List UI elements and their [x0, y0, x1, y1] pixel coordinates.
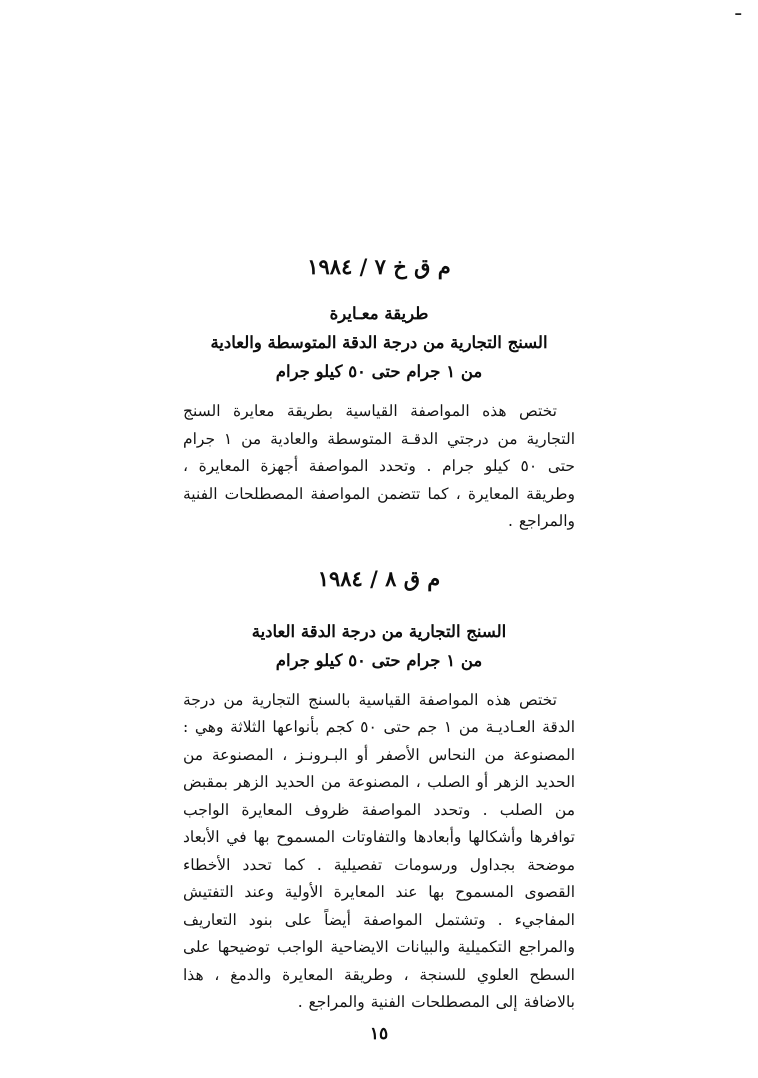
standard-body-text: تختص هذه المواصفة القياسية بالسنج التجارية من درجة الدقة العـاديـة من ١ جم حتى ٥٠ كجم بأنواعها الثلاثة وهي : المصنوعة من النحاس الأصفر أو البـرونـز ، المصنوعة من الحديد الزهر أو الصلب ، المصنوعة من الحديد الزهر بمقبض من الصلب . وتحدد المواصفة ظروف المعايرة الواجب توافرها وأشكالها وأبعادها والتفاوتات المسموح بها في الأبعاد موضحة بجداول ورسومات تفصيلية . كما تحدد الأخطاء القصوى المسموح بها عند المعايرة الأولية وعند التفتيش المفاجيء . وتشتمل المواصفة أيضاً على بنود التعاريف والمراجع التكميلية والبيانات الايضاحية الواجب توضيحها على السطح العلوي للسنجة ، وطريقة المعايرة والدمغ ، هذا بالاضافة إلى المصطلحات الفنية والمراجع . [183, 690, 576, 1011]
standard-body-text: تختص هذه المواصفة القياسية بطريقة معايرة السنج التجارية من درجتي الدقـة المتوسطة والعادية من ١ جرام حتى ٥٠ كيلو جرام . وتحدد المواصفة أجهزة المعايرة ، وطريقة المعايرة ، كما تتضمن المواصفة المصطلحات الفنية والمراجع . [183, 402, 576, 530]
page-number: ١٥ [369, 1024, 389, 1044]
standard-code: م ق ٨ / ١٩٨٤ [317, 565, 441, 591]
standard-title-line: طريقة معـايرة [329, 304, 429, 323]
standard-section-2 [183, 566, 575, 1017]
standard-code: م ق خ ٧ / ١٩٨٤ [307, 254, 451, 279]
standard-title-line: من ١ جرام حتى ٥٠ كيلو جرام [275, 650, 483, 670]
standard-title-line: من ١ جرام حتى ٥٠ كيلو جرام [275, 362, 483, 381]
page-content [183, 254, 575, 1017]
standard-title [183, 299, 575, 386]
page-top-mark: – [734, 4, 742, 22]
standard-title-line: السنج التجارية من درجة الدقة المتوسطة والعادية [210, 333, 548, 352]
standard-title [183, 617, 575, 675]
standard-title-line: السنج التجارية من درجة الدقة العادية [251, 621, 507, 641]
standard-section-1 [183, 254, 575, 536]
